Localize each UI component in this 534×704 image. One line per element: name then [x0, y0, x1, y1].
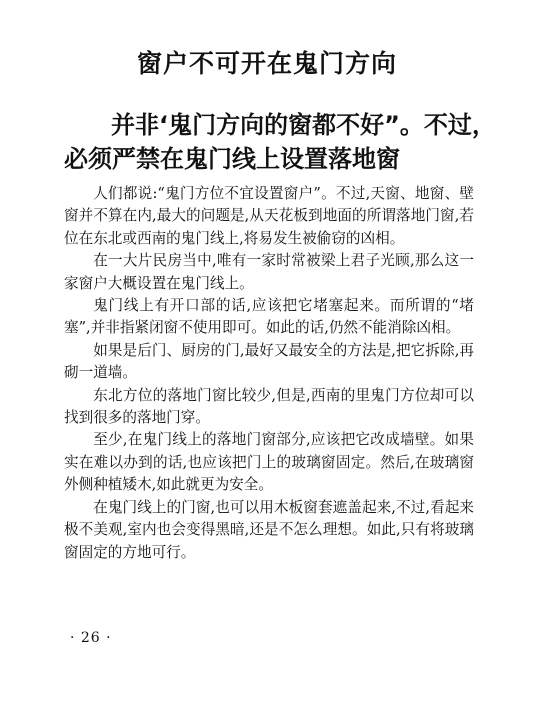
section-subtitle	[64, 108, 504, 176]
subtitle-line-2: 必须严禁在鬼门线上设置落地窗	[64, 145, 400, 173]
paragraph: 在鬼门线上的门窗,也可以用木板窗套遮盖起来,不过,看起来极不美观,室内也会变得黑暗,还是不怎么理想。如此,只有将玻璃窗固定的方地可行。	[64, 498, 474, 561]
subtitle-line-1: 并非‘鬼门方向的窗都不好”。不过，	[111, 111, 496, 139]
paragraph: 在一大片民房当中,唯有一家时常被梁上君子光顾,那么这一家窗户大概设置在鬼门线上。	[64, 252, 474, 292]
paragraph: 如果是后门、厨房的门,最好又最安全的方法是,把它拆除,再砌一道墙。	[64, 341, 474, 382]
paragraph: 至少,在鬼门线上的落地门窗部分,应该把它改成墙壁。如果实在难以办到的话,也应该把门上的玻璃窗固定。然后,在玻璃窗外侧种植矮木,如此就更为安全。	[64, 431, 474, 494]
paragraph: 鬼门线上有开口部的话,应该把它堵塞起来。而所谓的“堵塞”,并非指紧闭窗不使用即可。如此的话,仍然不能消除凶相。	[64, 297, 474, 337]
page-title: 窗户不可开在鬼门方向	[136, 49, 397, 78]
body-text	[64, 183, 474, 564]
paragraph: 人们都说:“鬼门方位不宜设置窗户”。不过,天窗、地窗、壁窗并不算在内,最大的问题是,从天花板到地面的所谓落地门窗,若位在东北或西南的鬼门线上,将易发生被偷窃的凶相。	[64, 185, 474, 247]
paragraph: 东北方位的落地门窗比较少,但是,西南的里鬼门方位却可以找到很多的落地门穿。	[64, 386, 474, 427]
page-number: · 26 ·	[70, 630, 112, 646]
